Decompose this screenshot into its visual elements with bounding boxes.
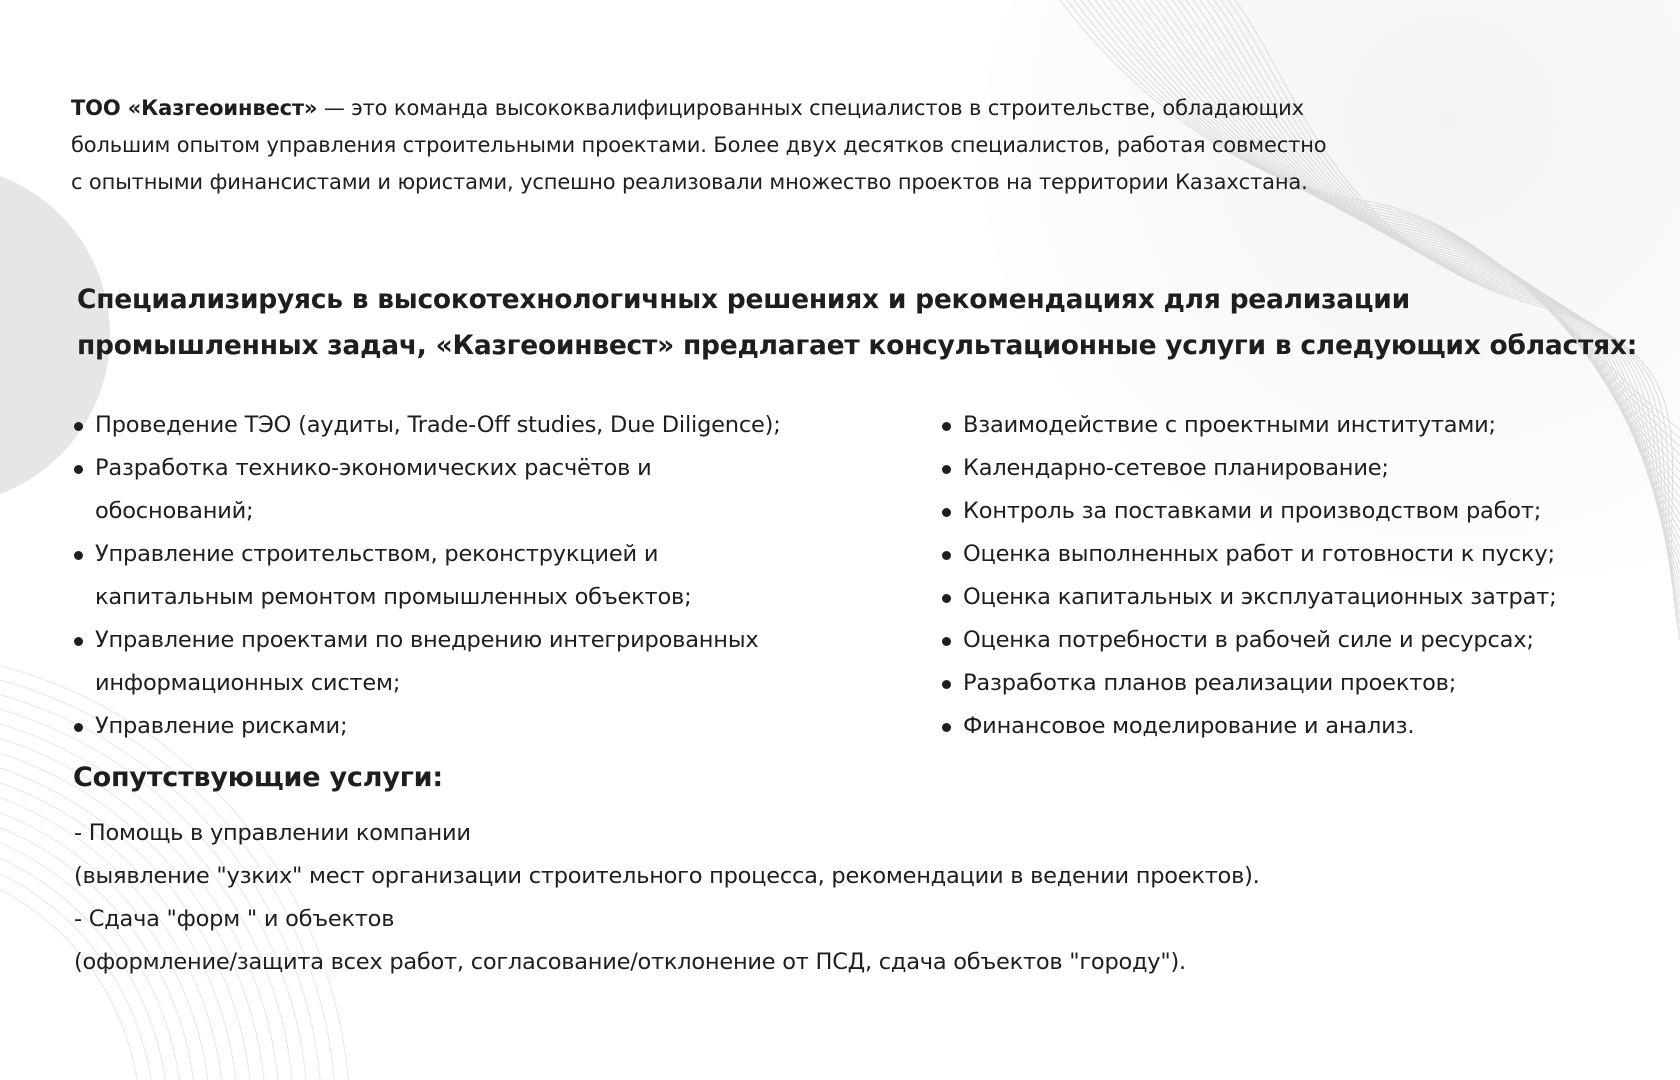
service-item-text: Управление строительством, реконструкцией и капитальным ремонтом промышленных объектов; [95,541,692,610]
bullet-icon [74,422,83,431]
service-item-text: Оценка потребности в рабочей силе и ресурсах; [963,627,1534,653]
service-item [940,404,1660,447]
bullet-icon [74,723,83,732]
intro-text: — это команда высококвалифицированных специалистов в строительстве, обладающих большим опытом управления строительными проектами. Более двух десятков специалистов, работая совместно с опытными финансистами и юристами, успешно реализовали множество проектов на территории Казахстана. [71,96,1327,194]
service-item [72,705,832,748]
service-item-text: Календарно-сетевое планирование; [963,455,1389,481]
service-item-text: Финансовое моделирование и анализ. [963,713,1415,739]
related-service-line: - Сдача "форм " и объектов [74,906,395,932]
service-item [72,404,832,447]
services-heading-line-2: промышленных задач, «Казгеоинвест» предлагает консультационные услуги в следующих областях: [77,330,1638,361]
bullet-icon [942,465,951,474]
bullet-icon [942,551,951,560]
service-item-text: Разработка технико-экономических расчётов и обоснований; [95,455,652,524]
services-heading [77,277,1637,369]
service-item [72,619,835,705]
bullet-icon [942,637,951,646]
services-list-left [72,404,832,748]
bullet-icon [74,551,83,560]
service-item [940,705,1660,748]
service-item-text: Управление проектами по внедрению интегрированных информационных систем; [95,627,759,696]
service-item [72,533,735,619]
service-item-text: Разработка планов реализации проектов; [963,670,1457,696]
bullet-icon [74,637,83,646]
service-item [940,533,1660,576]
service-item-text: Взаимодействие с проектными институтами; [963,412,1496,438]
service-item-text: Контроль за поставками и производством работ; [963,498,1542,524]
bullet-icon [942,594,951,603]
service-item [940,490,1660,533]
related-service-line: (выявление "узких" мест организации строительного процесса, рекомендации в ведении проектов). [74,863,1260,889]
services-list-right [940,404,1660,748]
bullet-icon [942,508,951,517]
service-item-text: Оценка капитальных и эксплуатационных затрат; [963,584,1557,610]
service-item [940,662,1660,705]
related-service-line: (оформление/защита всех работ, согласование/отклонение от ПСД, сдача объектов "городу"). [74,949,1186,975]
bullet-icon [942,422,951,431]
related-services-text [74,812,1574,984]
services-heading-line-1: Специализируясь в высокотехнологичных решениях и рекомендациях для реализации [77,284,1410,315]
service-item [940,447,1660,490]
bullet-icon [74,465,83,474]
service-item [72,447,695,533]
service-item-text: Управление рисками; [95,713,348,739]
bullet-icon [942,723,951,732]
service-item [940,576,1660,619]
service-item-text: Проведение ТЭО (аудиты, Trade-Off studies, Due Diligence); [95,412,781,438]
bullet-icon [942,680,951,689]
company-name: ТОО «Казгеоинвест» [71,96,318,120]
service-item-text: Оценка выполненных работ и готовности к пуску; [963,541,1555,567]
intro-paragraph [71,90,1331,201]
service-item [940,619,1660,662]
related-services-title: Сопутствующие услуги: [73,762,443,793]
related-service-line: - Помощь в управлении компании [74,820,471,846]
